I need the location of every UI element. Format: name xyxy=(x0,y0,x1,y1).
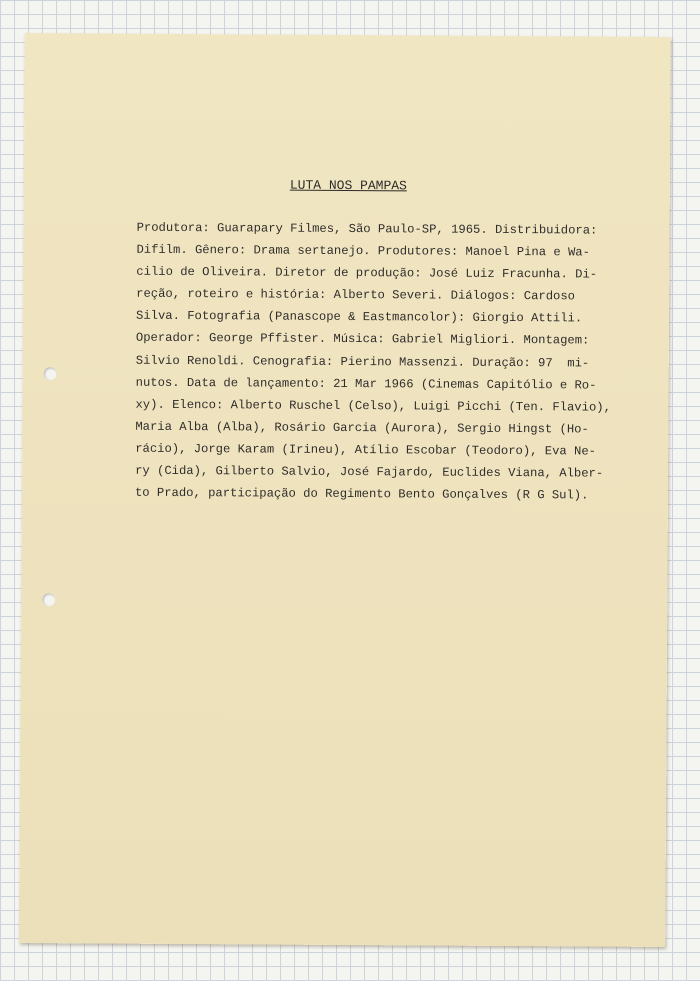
document-title: LUTA NOS PAMPAS xyxy=(289,177,407,194)
body-line: Silvio Renoldi. Cenografia: Pierino Massenzi. Duração: 97 mi- xyxy=(135,353,590,371)
body-line: reção, roteiro e história: Alberto Severi. Diálogos: Cardoso xyxy=(136,287,576,304)
punch-hole-lower xyxy=(42,593,55,606)
body-line: Difilm. Gênero: Drama sertanejo. Produtores: Manoel Pina e Wa- xyxy=(136,242,590,260)
body-line: xy). Elenco: Alberto Ruschel (Celso), Luigi Picchi (Ten. Flavio), xyxy=(135,397,611,415)
typed-document-page xyxy=(19,33,671,947)
body-line: Maria Alba (Alba), Rosário Garcia (Aurora), Sergio Hingst (Ho- xyxy=(135,419,589,437)
body-line: to Prado, participação do Regimento Bento Gonçalves (R G Sul). xyxy=(134,485,589,503)
body-line: Silva. Fotografia (Panascope & Eastmancolor): Giorgio Attili. xyxy=(136,309,583,326)
document-body xyxy=(135,217,612,507)
body-line: ry (Cida), Gilberto Salvio, José Fajardo, Euclides Viana, Alber- xyxy=(135,463,604,481)
body-line: Operador: George Pffister. Música: Gabriel Migliori. Montagem: xyxy=(135,331,590,348)
body-line: nutos. Data de lançamento: 21 Mar 1966 (Cinemas Capitólio e Ro- xyxy=(135,375,597,393)
body-line: Produtora: Guarapary Filmes, São Paulo-SP, 1965. Distribuidora: xyxy=(136,220,598,238)
body-line: cilio de Oliveira. Diretor de produção: José Luiz Fracunha. Di- xyxy=(136,264,598,282)
body-line: rácio), Jorge Karam (Irineu), Atílio Escobar (Teodoro), Eva Ne- xyxy=(135,441,597,459)
punch-hole-upper xyxy=(44,367,57,380)
